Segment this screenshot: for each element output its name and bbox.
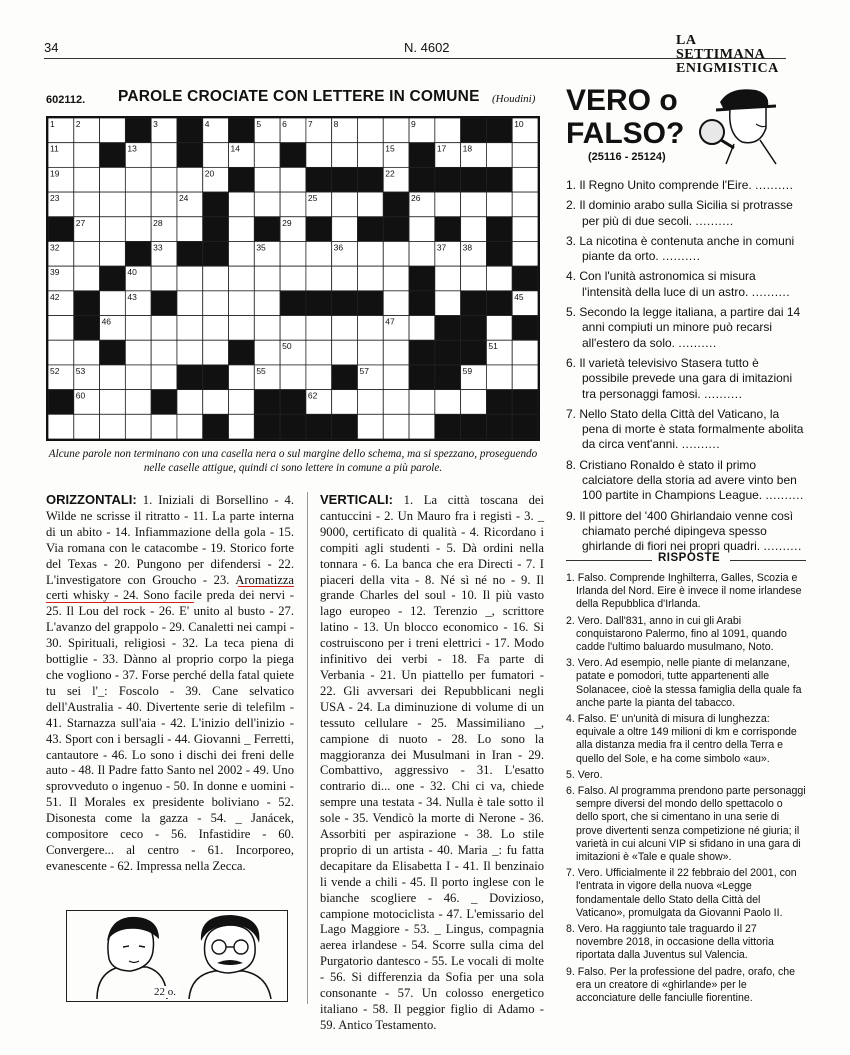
- grid-cell-black: [177, 365, 203, 390]
- masthead-logo: [676, 34, 788, 76]
- masthead-line1: LA SETTIMANA: [676, 33, 766, 62]
- grid-cell-black: [461, 340, 487, 365]
- answers-list: [566, 572, 806, 1008]
- grid-cell-black: [383, 192, 409, 217]
- grid-cell-black: [280, 390, 306, 415]
- grid-cell[interactable]: [332, 390, 358, 415]
- grid-cell[interactable]: [383, 291, 409, 316]
- grid-cell[interactable]: [280, 241, 306, 266]
- grid-cell-black: [177, 241, 203, 266]
- grid-cell-number: 32: [50, 242, 60, 253]
- grid-cell-black: [435, 217, 461, 242]
- grid-cell[interactable]: [512, 365, 538, 390]
- grid-cell-black: [100, 266, 126, 291]
- question-item: 9. Il pittore del '400 Ghirlandaio venne così chiamato perché dipingeva spesso ghirlande di fiori nei propri quadri. ..........: [566, 508, 802, 554]
- grid-cell-number: 5: [256, 119, 262, 129]
- grid-cell-number: 7: [307, 119, 313, 129]
- grid-cell-black: [74, 291, 100, 316]
- questions-list: [566, 178, 806, 560]
- grid-cell-number: 3: [153, 119, 158, 129]
- grid-cell-number: 62: [307, 390, 318, 401]
- grid-cell[interactable]: [100, 365, 126, 390]
- grid-cell-number: 36: [333, 242, 344, 253]
- grid-cell-number: 4: [204, 119, 210, 129]
- grid-cell-black: [306, 414, 332, 439]
- grid-cell-black: [306, 217, 332, 242]
- grid-cell-number: 17: [436, 143, 447, 154]
- grid-cell-black: [435, 414, 461, 439]
- grid-cell[interactable]: [306, 241, 332, 266]
- grid-cell-number: 59: [462, 365, 473, 376]
- grid-cell-black: [461, 167, 487, 192]
- grid-cell-number: 60: [75, 390, 86, 401]
- detective-magnifier-icon: [690, 84, 790, 166]
- grid-cell-number: 20: [204, 168, 215, 179]
- grid-cell[interactable]: [48, 340, 74, 365]
- grid-cell[interactable]: [177, 316, 203, 341]
- grid-cell-black: [512, 266, 538, 291]
- grid-cell-number: 47: [385, 316, 395, 327]
- grid-cell[interactable]: [383, 118, 409, 143]
- grid-cell[interactable]: [332, 340, 358, 365]
- grid-cell[interactable]: [254, 316, 280, 341]
- grid-cell[interactable]: [383, 390, 409, 415]
- grid-cell-black: [229, 340, 255, 365]
- grid-cell[interactable]: [125, 167, 151, 192]
- question-item: 4. Con l'unità astronomica si misura l'intensità della luce di un astro. ..........: [566, 269, 791, 299]
- answer-item: 1. Falso. Comprende Inghilterra, Galles, Scozia e Irlanda del Nord. Eire è invece il nome irlandese della Repubblica d'Irlanda.: [566, 572, 802, 611]
- grid-cell[interactable]: [332, 316, 358, 341]
- grid-cell-number: 56: [333, 365, 344, 376]
- grid-cell[interactable]: [254, 192, 280, 217]
- grid-cell-black: [435, 167, 461, 192]
- grid-cell[interactable]: [512, 143, 538, 168]
- grid-cell-number: 38: [462, 242, 473, 253]
- crossword-grid[interactable]: [46, 116, 540, 441]
- grid-cell-number: 1: [50, 119, 55, 129]
- grid-cell[interactable]: [229, 241, 255, 266]
- grid-cell-black: [332, 291, 358, 316]
- vero-falso-code: (25116 - 25124): [588, 151, 666, 163]
- answer-item: 2. Vero. Dall'831, anno in cui gli Arabi conquistarono Palermo, fino al 1091, quando cadde l'ultimo baluardo musulmano, Noto.: [566, 614, 787, 654]
- grid-cell[interactable]: [383, 365, 409, 390]
- grid-cell-number: 52: [50, 365, 60, 376]
- grid-cell[interactable]: [74, 266, 100, 291]
- grid-cell-number: 55: [256, 365, 266, 376]
- verticali-text: 1. La città toscana dei cantuccini - 2. Un Mauro fra i registi - 3. _ 9000, certificato di qualità - 4. Ricordano i compiti agli studenti - 5. Dà ordini nella tonnara - 6. La banca che era Directi - 7. I piaceri della vita - 8. Né sì né no - 9. Il grande Charles del soul - 10. Il più vasto lago europeo - 12. Terenzio _, scrittore latino - 13. Un blocco economico - 16. Si costruiscono per i treni elettrici - 17. Modo infinitivo dei verbi - 18. Fa parte di Verbania - 21. Un piattello per fumatori - 22. Gli avversari dei Repubblicani negli USA - 24. La diminuzione di volume di un tessuto cellulare - 25. Massimiliano _, campione di nuoto - 28. Lo sono la maggioranza dei Musulmani in Iran - 29. Combattivo, aggressivo - 31. L'esatto contrario di... one - 32. Chi ci va, chiede sempre una testata - 34. Nulla è tale sotto il sole - 35. Vendicò la morte di Nerone - 36. Assorbiti per aspirazione - 38. Lo stile proprio di un artista - 40. Maria _: fu fatta decapitare da Elisabetta I - 41. Il benzinaio li vende a chili - 45. Il porto inglese con le bianche scogliere - 46. _ Dovizioso, campione motociclista - 47. L'emissario del Lago Maggiore - 53. _ Lingus, compagnia aerea irlandese - 54. Scorre sulla cima del Purgatorio dantesco - 55. Le vocali di molte - 56. Si differenzia da Sofia per una sola consonante - 57. Un colosso energetico italiano - 58. Il peggior figlio di Adamo - 59. Antico Testamento.: [320, 493, 544, 1032]
- grid-cell[interactable]: [357, 414, 383, 439]
- header-rule: [44, 58, 786, 59]
- grid-cell-number: 49: [101, 341, 112, 352]
- grid-cell[interactable]: [486, 316, 512, 341]
- grid-cell-number: 46: [101, 316, 112, 327]
- grid-cell-black: [306, 167, 332, 192]
- vero-falso-title-line1: VERO o: [566, 84, 678, 117]
- grid-cell-black: [177, 143, 203, 168]
- answer-item: 8. Vero. Ha raggiunto tale traguardo il 27 novembre 2018, in occasione della vittoria riportata dalla Juventus sul Valencia.: [566, 923, 774, 962]
- grid-cell[interactable]: [512, 192, 538, 217]
- orizzontali-text: 1. Iniziali di Borsellino - 4. Wilde ne scrisse il ritratto - 11. La parte interna di un abito - 14. Infiammazione della gola - 15. Via romana con le catacombe - 19. Storico forte del Texas - 20. Pungono per difendersi - 22. L'investigatore con Groucho - 23. Aromatizza certi whisky - 24. Sono facile preda dei nervi - 25. Il Lou del rock - 26. E' unito al busto - 27. L'avanzo del grappolo - 29. Canaletti nei campi - 30. Spirituali, religiosi - 32. La teca piena di bottiglie - 33. Dànno al proprio corpo la piega che vogliono - 37. Forse perché della fatal quiete tu sei l'_: Foscolo - 39. Cane selvatico dell'Australia - 40. Divertente serie di telefilm - 41. Starnazza sull'aia - 42. L'inizio dell'inizio - 43. Sport con i bersagli - 44. Giovanni _ Ferretti, cantautore - 46. Lo sono i dischi dei freni delle auto - 48. Il Padre fatto Santo nel 2002 - 49. Uno sprovveduto o ingenuo - 50. In donne e uomini - 51. Il Morales ex presidente boliviano - 52. Disonesta come la gazza - 54. _ Janácek, compositore ceco - 56. Infastidire - 60. Convergere... al centro - 61. Incorporeo, evanescente - 62. Impressa nella Zecca.: [46, 493, 294, 873]
- grid-cell[interactable]: [409, 414, 435, 439]
- grid-cell[interactable]: [100, 291, 126, 316]
- grid-cell-number: 9: [411, 119, 416, 129]
- grid-cell[interactable]: [100, 390, 126, 415]
- grid-cell[interactable]: [409, 217, 435, 242]
- grid-cell-black: [254, 414, 280, 439]
- answer-item: 9. Falso. Per la professione del padre, orafo, che era un creatore di «ghirlande» per le acconciature delle fanciulle fiorentine.: [566, 965, 796, 1005]
- grid-cell-number: 45: [514, 291, 524, 302]
- grid-cell-black: [409, 167, 435, 192]
- grid-cell-black: [203, 414, 229, 439]
- grid-cell[interactable]: [100, 414, 126, 439]
- grid-cell-number: 18: [462, 143, 473, 154]
- grid-cell[interactable]: [357, 143, 383, 168]
- grid-cell-number: 39: [50, 267, 60, 278]
- grid-cell[interactable]: [383, 340, 409, 365]
- grid-cell[interactable]: [151, 167, 177, 192]
- grid-cell-black: [280, 143, 306, 168]
- grid-cell[interactable]: [512, 217, 538, 242]
- grid-cell[interactable]: [357, 340, 383, 365]
- grid-cell-number: 6: [282, 119, 287, 129]
- grid-cell[interactable]: [48, 414, 74, 439]
- grid-cell[interactable]: [100, 167, 126, 192]
- grid-cell[interactable]: [151, 192, 177, 217]
- grid-cell[interactable]: [306, 340, 332, 365]
- grid-cell-black: [461, 414, 487, 439]
- grid-cell-black: [486, 241, 512, 266]
- grid-cell[interactable]: [486, 192, 512, 217]
- grid-cell[interactable]: [203, 143, 229, 168]
- grid-cell-number: 15: [385, 143, 395, 154]
- grid-cell[interactable]: [357, 192, 383, 217]
- answer-item: 7. Vero. Ufficialmente il 22 febbraio del 2001, con l'entrata in vigore della nuova «Legge fondamentale dello Stato della Città del Vaticano», promulgata da Giovanni Paolo II.: [566, 867, 797, 919]
- grid-cell[interactable]: [125, 192, 151, 217]
- grid-cell[interactable]: [151, 365, 177, 390]
- grid-cell[interactable]: [383, 266, 409, 291]
- answer-item: 6. Falso. Al programma prendono parte personaggi sempre diversi del mondo dello spettacolo o dello sport, che si cimentano in una serie di prove divertenti senza competizione né giuria; il varietà in cui alcuni VIP si sfidano in una gara di imitazioni è «Tale e quale show».: [566, 785, 806, 864]
- grid-cell-black: [203, 192, 229, 217]
- grid-cell[interactable]: [229, 217, 255, 242]
- grid-cell[interactable]: [383, 414, 409, 439]
- grid-cell[interactable]: [409, 390, 435, 415]
- grid-cell-number: 53: [75, 365, 86, 376]
- grid-cell[interactable]: [461, 192, 487, 217]
- grid-cell[interactable]: [486, 365, 512, 390]
- grid-cell-number: 58: [436, 365, 447, 376]
- grid-cell[interactable]: [229, 291, 255, 316]
- grid-cell-black: [461, 291, 487, 316]
- grid-cell[interactable]: [280, 192, 306, 217]
- grid-cell[interactable]: [100, 118, 126, 143]
- grid-cell-number: 48: [436, 316, 447, 327]
- grid-cell-black: [254, 390, 280, 415]
- masthead-line2: ENIGMISTICA: [676, 61, 779, 76]
- grid-cell[interactable]: [409, 316, 435, 341]
- grid-cell-black: [357, 167, 383, 192]
- grid-cell-number: 30: [359, 217, 369, 228]
- grid-cell[interactable]: [357, 118, 383, 143]
- grid-cell-black: [486, 390, 512, 415]
- grid-cell[interactable]: [435, 118, 461, 143]
- grid-cell[interactable]: [125, 217, 151, 242]
- grid-cell-number: 35: [256, 242, 266, 253]
- grid-cell-black: [461, 316, 487, 341]
- grid-cell[interactable]: [229, 365, 255, 390]
- answer-item: 3. Vero. Ad esempio, nelle piante di melanzane, patate e pomodori, tutte appartenenti alle Solanacee, cioè la stessa famiglia della quale fa anche parte la pianta del tabacco.: [566, 657, 802, 709]
- grid-cell-black: [151, 291, 177, 316]
- grid-cell-number: 33: [153, 242, 163, 253]
- grid-cell-number: 54: [204, 365, 215, 376]
- grid-cell[interactable]: [332, 217, 358, 242]
- grid-cell[interactable]: [280, 316, 306, 341]
- clues-verticali: [320, 492, 544, 1034]
- grid-cell[interactable]: [74, 143, 100, 168]
- answers-rule-left: [566, 560, 652, 561]
- grid-cell-black: [280, 291, 306, 316]
- grid-cell[interactable]: [306, 316, 332, 341]
- grid-cell[interactable]: [125, 390, 151, 415]
- grid-cell[interactable]: [125, 316, 151, 341]
- grid-cell[interactable]: [151, 316, 177, 341]
- grid-cell-black: [409, 365, 435, 390]
- answer-item: 4. Falso. E' un'unità di misura di lunghezza: equivale a oltre 149 milioni di km e corrisponde alla distanza media fra il centro della Terra e quello del Sole, e ha come simbolo «au».: [566, 713, 797, 765]
- grid-cell-number: 21: [230, 168, 240, 179]
- grid-cell-number: 26: [411, 193, 421, 204]
- grid-cell-black: [512, 390, 538, 415]
- grid-cell-number: 50: [282, 341, 292, 352]
- grid-cell[interactable]: [280, 365, 306, 390]
- grid-cell[interactable]: [512, 167, 538, 192]
- grid-cell[interactable]: [177, 340, 203, 365]
- grid-cell[interactable]: [306, 143, 332, 168]
- grid-cell[interactable]: [177, 217, 203, 242]
- grid-cell-black: [306, 291, 332, 316]
- grid-cell-number: 29: [282, 217, 292, 228]
- grid-cell-number: 24: [178, 193, 189, 204]
- answers-rule-right: [730, 560, 806, 561]
- orizzontali-heading: ORIZZONTALI:: [46, 492, 137, 507]
- grid-cell[interactable]: [229, 266, 255, 291]
- grid-cell-number: 11: [50, 143, 59, 154]
- grid-cell[interactable]: [254, 291, 280, 316]
- puzzle-title: PAROLE CROCIATE CON LETTERE IN COMUNE: [118, 88, 480, 105]
- crossword-grid-svg[interactable]: [48, 118, 538, 439]
- grid-cell[interactable]: [435, 291, 461, 316]
- grid-cell-number: 28: [153, 217, 163, 228]
- grid-cell-black: [229, 118, 255, 143]
- verticali-heading: VERTICALI:: [320, 492, 393, 507]
- grid-cell-black: [74, 316, 100, 341]
- grid-cell-number: 40: [127, 267, 137, 278]
- grid-cell-black: [512, 414, 538, 439]
- grid-cell[interactable]: [177, 414, 203, 439]
- page-number: 34: [44, 40, 59, 55]
- grid-cell[interactable]: [357, 390, 383, 415]
- grid-cell-number: 16: [411, 143, 421, 154]
- grid-cell[interactable]: [100, 192, 126, 217]
- grid-cell-number: 25: [307, 193, 318, 204]
- grid-cell[interactable]: [125, 365, 151, 390]
- question-item: 5. Secondo la legge italiana, a partire dai 14 anni compiuti un minore può recarsi all'estero da solo. ..........: [566, 305, 801, 350]
- grid-cell[interactable]: [151, 414, 177, 439]
- grid-cell[interactable]: [74, 414, 100, 439]
- grid-cell[interactable]: [177, 291, 203, 316]
- grid-cell-black: [125, 241, 151, 266]
- grid-cell[interactable]: [383, 241, 409, 266]
- grid-cell[interactable]: [74, 167, 100, 192]
- grid-cell-black: [48, 217, 74, 242]
- grid-cell[interactable]: [203, 291, 229, 316]
- grid-cell[interactable]: [74, 241, 100, 266]
- grid-cell[interactable]: [280, 167, 306, 192]
- grid-cell[interactable]: [435, 390, 461, 415]
- answer-item: 5. Vero.: [566, 768, 603, 781]
- puzzle-code: 602112.: [46, 94, 86, 106]
- grid-cell[interactable]: [100, 217, 126, 242]
- grid-cell[interactable]: [177, 167, 203, 192]
- grid-cell[interactable]: [74, 340, 100, 365]
- grid-cell[interactable]: [177, 390, 203, 415]
- grid-cell-black: [486, 291, 512, 316]
- grid-cell-number: 51: [488, 341, 498, 352]
- question-item: 3. La nicotina è contenuta anche in comuni piante da orto. ..........: [566, 233, 795, 264]
- grid-cell-black: [357, 291, 383, 316]
- grid-cell-number: 61: [153, 390, 163, 401]
- grid-cell-black: [486, 217, 512, 242]
- grid-cell-black: [48, 390, 74, 415]
- grid-cell[interactable]: [229, 390, 255, 415]
- grid-cell-black: [125, 118, 151, 143]
- question-item: 1. Il Regno Unito comprende l'Eire. ..........: [566, 178, 794, 192]
- question-item: 2. Il dominio arabo sulla Sicilia si protrasse per più di due secoli. ..........: [566, 198, 793, 228]
- grid-cell[interactable]: [74, 192, 100, 217]
- question-item: 8. Cristiano Ronaldo è stato il primo calciatore della storia ad avere vinto ben 100 partite in Champions League. ..........: [566, 457, 804, 503]
- grid-cell-number: 13: [127, 143, 137, 154]
- grid-cell[interactable]: [486, 266, 512, 291]
- grid-cell-black: [254, 217, 280, 242]
- grid-cell[interactable]: [229, 316, 255, 341]
- grid-cell-black: [280, 414, 306, 439]
- grid-cell[interactable]: [177, 266, 203, 291]
- grid-cell-black: [486, 414, 512, 439]
- grid-cell-black: [332, 167, 358, 192]
- grid-cell[interactable]: [125, 340, 151, 365]
- grid-cell[interactable]: [357, 241, 383, 266]
- grid-cell[interactable]: [461, 266, 487, 291]
- grid-cell[interactable]: [357, 266, 383, 291]
- grid-cell-number: 14: [230, 143, 240, 154]
- grid-cell-black: [486, 167, 512, 192]
- grid-cell-black: [332, 414, 358, 439]
- grid-cell[interactable]: [48, 316, 74, 341]
- grid-cell-number: 41: [411, 267, 421, 278]
- grid-cell[interactable]: [229, 192, 255, 217]
- issue-number: N. 4602: [404, 40, 450, 55]
- grid-cell-number: 23: [50, 193, 60, 204]
- grid-cell-black: [203, 217, 229, 242]
- grid-cell-number: 12: [101, 143, 112, 154]
- grid-cell[interactable]: [357, 316, 383, 341]
- grid-cell[interactable]: [151, 266, 177, 291]
- grid-cell[interactable]: [203, 266, 229, 291]
- grid-cell-black: [512, 316, 538, 341]
- column-divider: [307, 492, 308, 1004]
- grid-cell-black: [435, 340, 461, 365]
- grid-cell[interactable]: [332, 192, 358, 217]
- grid-cell[interactable]: [254, 143, 280, 168]
- grid-cell-number: 37: [436, 242, 447, 253]
- grid-cell[interactable]: [306, 365, 332, 390]
- grid-cell[interactable]: [203, 390, 229, 415]
- question-item: 7. Nello Stato della Città del Vaticano, la pena di morte è stata formalmente abolita da circa vent'anni. ..........: [566, 406, 804, 452]
- answers-heading: [566, 552, 806, 568]
- grid-cell[interactable]: [254, 266, 280, 291]
- grid-cell-number: 22: [385, 168, 395, 179]
- grid-cell[interactable]: [332, 143, 358, 168]
- grid-cell[interactable]: [332, 266, 358, 291]
- grid-cell[interactable]: [254, 167, 280, 192]
- vero-falso-title-line2: FALSO?: [566, 117, 685, 150]
- answers-heading-text: RISPOSTE: [658, 552, 721, 564]
- clues-orizzontali: [46, 492, 294, 875]
- grid-cell-black: [409, 340, 435, 365]
- vero-falso-title: [566, 84, 684, 150]
- grid-cell[interactable]: [486, 143, 512, 168]
- grid-cell-number: 19: [50, 168, 60, 179]
- grid-cell-number: 27: [75, 217, 86, 228]
- grid-cell[interactable]: [435, 192, 461, 217]
- grid-cell[interactable]: [254, 340, 280, 365]
- grid-cell[interactable]: [203, 340, 229, 365]
- question-item: 6. Il varietà televisivo Stasera tutto è possibile prevede una gara di imitazioni tra personaggi famosi. ..........: [566, 355, 793, 401]
- grid-cell[interactable]: [461, 217, 487, 242]
- grid-cell-number: 2: [75, 119, 81, 129]
- grid-cell[interactable]: [409, 241, 435, 266]
- grid-cell-number: 43: [127, 291, 137, 302]
- puzzle-author: (Houdini): [492, 93, 536, 105]
- grid-cell-number: 10: [514, 119, 524, 129]
- grid-cell[interactable]: [512, 340, 538, 365]
- grid-cell-black: [486, 118, 512, 143]
- grid-cell[interactable]: [306, 266, 332, 291]
- grid-cell[interactable]: [512, 241, 538, 266]
- grid-cell-number: 34: [204, 242, 215, 253]
- grid-cell-number: 44: [411, 291, 421, 302]
- grid-cell[interactable]: [151, 340, 177, 365]
- grid-cell-number: 42: [50, 291, 60, 302]
- grid-caption: Alcune parole non terminano con una casella nera o sul margine dello schema, ma si spezzano, proseguendo nelle caselle attigue, quindi ci sono lettere in comune a più parole.: [48, 448, 538, 474]
- grid-cell-number: 57: [359, 365, 369, 376]
- grid-cell-black: [461, 118, 487, 143]
- grid-cell[interactable]: [203, 316, 229, 341]
- grid-cell-black: [177, 118, 203, 143]
- grid-cell[interactable]: [435, 266, 461, 291]
- grid-cell[interactable]: [229, 414, 255, 439]
- grid-cell[interactable]: [280, 266, 306, 291]
- illustration-label: 22 o.: [154, 986, 176, 998]
- grid-cell-number: 8: [333, 119, 339, 129]
- grid-cell-number: 31: [385, 217, 395, 228]
- grid-cell[interactable]: [151, 143, 177, 168]
- grid-cell[interactable]: [461, 390, 487, 415]
- grid-cell[interactable]: [125, 414, 151, 439]
- grid-cell[interactable]: [100, 241, 126, 266]
